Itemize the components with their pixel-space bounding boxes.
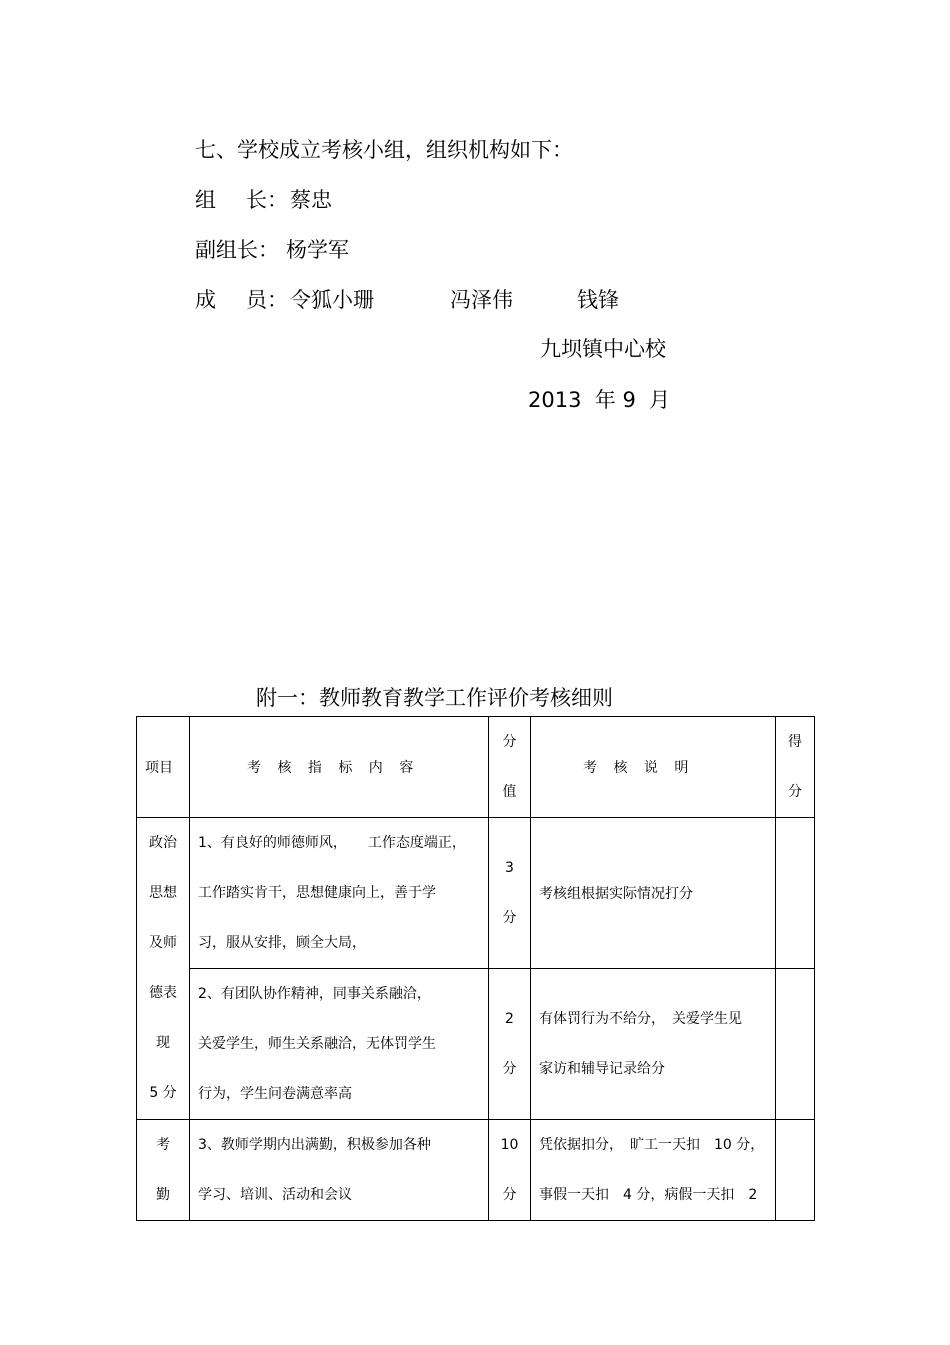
row2-content: 2、有团队协作精神，同事关系融洽， 关爱学生，师生关系融洽，无体罚学生 行为，学生问卷满意率高 bbox=[190, 969, 489, 1120]
org-name: 九坝镇中心校 bbox=[540, 337, 666, 361]
member-1: 令狐小珊 bbox=[290, 288, 374, 312]
deputy-label: 副组长： bbox=[195, 238, 279, 262]
table-row bbox=[137, 1120, 815, 1221]
row1-score: 3 分 bbox=[489, 818, 531, 969]
assessment-table bbox=[136, 716, 815, 1221]
member-2: 冯泽伟 bbox=[450, 288, 513, 312]
deputy-name: 杨学军 bbox=[286, 238, 349, 262]
header-item: 项目 bbox=[137, 717, 190, 818]
table-row bbox=[137, 969, 815, 1120]
row-item-attendance: 考 勤 bbox=[137, 1120, 190, 1221]
appendix-title: 附一：教师教育教学工作评价考核细则 bbox=[256, 686, 613, 710]
row3-note: 凭依据扣分， 旷工一天扣 10 分， 事假一天扣 4 分，病假一天扣 2 bbox=[531, 1120, 776, 1221]
table-header-row bbox=[137, 717, 815, 818]
section-heading: 七、学校成立考核小组，组织机构如下： bbox=[195, 138, 573, 162]
table-row bbox=[137, 818, 815, 969]
members-label-b: 员： bbox=[246, 288, 288, 312]
row3-got bbox=[776, 1120, 815, 1221]
row2-got bbox=[776, 969, 815, 1120]
leader-label-a: 组 bbox=[195, 188, 216, 212]
leader-label-b: 长： bbox=[246, 188, 288, 212]
header-score: 分 值 bbox=[489, 717, 531, 818]
row2-score: 2 分 bbox=[489, 969, 531, 1120]
row1-note: 考核组根据实际情况打分 bbox=[531, 818, 776, 969]
row1-content: 1、有良好的师德师风， 工作态度端正， 工作踏实肯干，思想健康向上，善于学 习，服从安排，顾全大局， bbox=[190, 818, 489, 969]
row1-got bbox=[776, 818, 815, 969]
header-got: 得 分 bbox=[776, 717, 815, 818]
row-item-ethics: 政治 思想 及师 德表 现 5 分 bbox=[137, 818, 190, 1120]
header-content: 考 核 指 标 内 容 bbox=[190, 717, 489, 818]
row3-score: 10 分 bbox=[489, 1120, 531, 1221]
date: 2013 年 9 月 bbox=[528, 388, 671, 412]
row2-note: 有体罚行为不给分， 关爱学生见 家访和辅导记录给分 bbox=[531, 969, 776, 1120]
header-note: 考 核 说 明 bbox=[531, 717, 776, 818]
member-3: 钱锋 bbox=[577, 288, 619, 312]
members-label-a: 成 bbox=[195, 288, 216, 312]
leader-name: 蔡忠 bbox=[290, 188, 332, 212]
row3-content: 3、教师学期内出满勤，积极参加各种 学习、培训、活动和会议 bbox=[190, 1120, 489, 1221]
